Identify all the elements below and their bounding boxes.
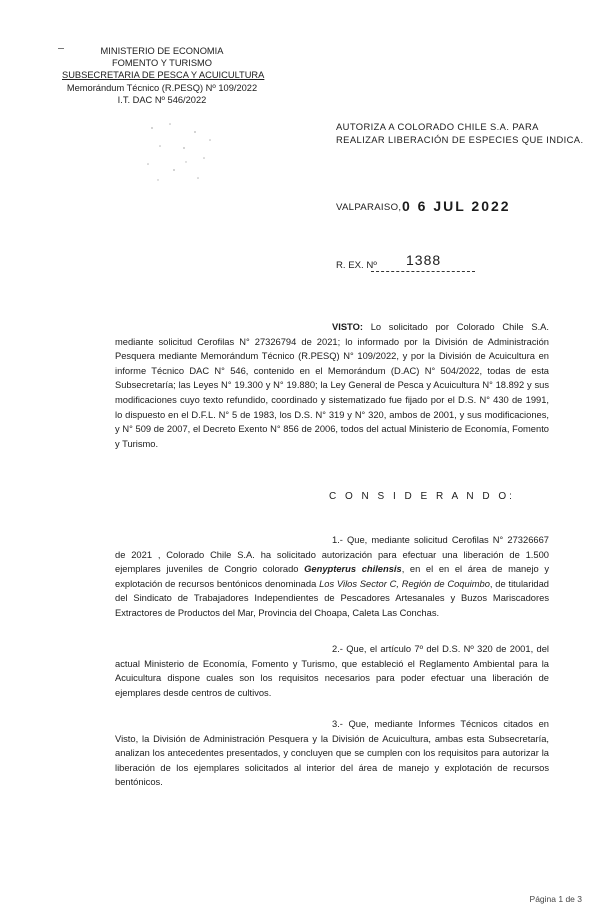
- c1-first-line: 1.- Que, mediante solicitud Cerofilas N°: [332, 535, 504, 545]
- subsecretaria-name: SUBSECRETARIA DE PESCA Y ACUICULTURA: [62, 70, 265, 81]
- ministry-name: MINISTERIO DE ECONOMIA: [100, 46, 224, 56]
- it-reference: I.T. DAC Nº 546/2022: [117, 94, 207, 105]
- memo-reference: Memorándum Técnico (R.PESQ) Nº 109/2022: [66, 82, 258, 93]
- date-stamp: 0 6 JUL 2022: [402, 198, 511, 214]
- title-line-1: AUTORIZA A COLORADO CHILE S.A. PARA: [336, 121, 539, 132]
- considerando-heading: C O N S I D E R A N D O:: [329, 491, 515, 502]
- considerando-3: [115, 717, 549, 790]
- resolution-number: 1388: [406, 252, 442, 268]
- faint-stamp: [140, 118, 220, 188]
- c2-body: del actual Ministerio de Economía, Fomento y Turismo, que estableció el Reglamento Ambiental para la Acuicultura dispone cuales son los requisitos necesarios para poder efectuar una liberación de ejemplares desde centros de cultivos.: [115, 644, 549, 698]
- resolution-number-label: R. EX. Nº: [336, 260, 377, 271]
- c1-text-b: , en el en el área de manejo y explotación de recursos bentónicos denominada: [115, 564, 550, 589]
- c3-first-line: 3.- Que, mediante Informes Técnicos citados en: [332, 719, 549, 729]
- visto-paragraph: [115, 320, 549, 451]
- letterhead: [62, 45, 265, 106]
- c1-text-a: 27326667 de 2021 , Colorado Chile S.A. ha solicitado autorización para efectuar una liberación de 1.500 ejemplares juveniles de Congrio colorado: [115, 535, 549, 575]
- visto-body: mediante solicitud Cerofilas N° 27326794 de 2021; lo informado por la División de Administración Pesquera mediante Memorándum Técnico (R.PESQ) N° 109/2022, y por la División de Acuicultura en informe Técnico DAC N° 546, contenido en el Memorándum (D.AC) N° 504/2022, todas de esta Subsecretaría; las Leyes N° 19.300 y N° 19.880; la Ley General de Pesca y Acuicultura N° 18.892 y sus modificaciones cuyo texto refundido, coordinado y sistematizado fue fijado por el D.S. N° 430 de 1991, lo dispuesto en el D.F.L. N° 5 de 1983, los D.S. N° 319 y N° 320, ambos de 2001, y sus modificaciones, y N° 509 de 2007, el Decreto Exento N° 856 de 2006, todos del actual Ministerio de Economía, Fomento y Turismo.: [115, 336, 549, 449]
- c1-text-c: , de titularidad del Sindicato de Trabajadores Independientes de Pescadores Artesanales y Buzos Mariscadores Extractores de Productos del Mar, Provincia del Choapa, Caleta Las Conchas.: [115, 578, 549, 618]
- considerando-2: [115, 642, 549, 700]
- species-name: Genypterus chilensis: [304, 564, 402, 575]
- resolution-title: [336, 120, 583, 146]
- number-underline: [371, 271, 475, 272]
- c3-body: Visto, la División de Administración Pesquera y la División de Acuicultura, ambas esta Subsecretaría, analizan los antecedentes presentados, y concluyen que se cumplen con los requisitos para autorizar la liberación de los ejemplares solicitados al interior del área de manejo y explotación de recursos bentónicos.: [115, 733, 549, 788]
- c2-first-line: 2.- Que, el artículo 7º del D.S. Nº 320 de 2001,: [332, 644, 534, 654]
- area-name: Los Vilos Sector C, Región de Coquimbo: [319, 578, 490, 589]
- title-line-2: REALIZAR LIBERACIÓN DE ESPECIES QUE INDICA.: [336, 134, 584, 145]
- visto-first-line: Lo solicitado por Colorado Chile S.A.: [370, 322, 549, 332]
- visto-label: VISTO:: [332, 322, 363, 332]
- considerando-1: [115, 533, 549, 621]
- page-number: Página 1 de 3: [529, 894, 582, 904]
- ministry-subtitle: FOMENTO Y TURISMO: [111, 58, 213, 69]
- place-label: VALPARAISO,: [336, 202, 402, 213]
